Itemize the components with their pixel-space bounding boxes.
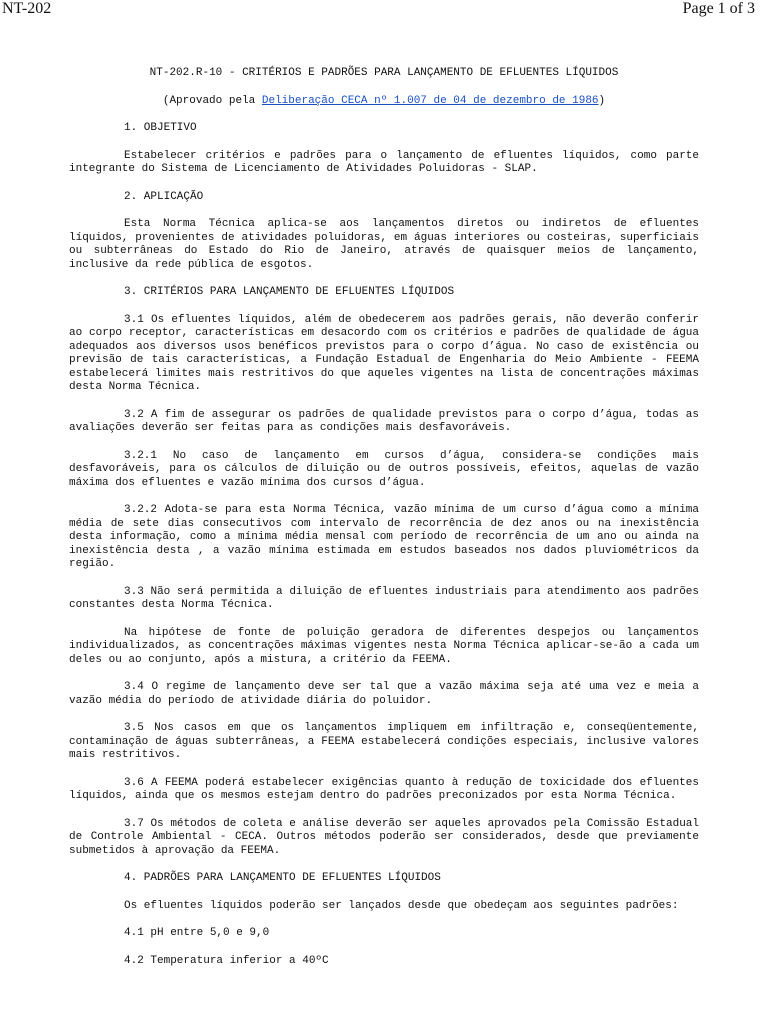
paragraph-3-4: 3.4 O regime de lançamento deve ser tal que a vazão máxima seja até uma vez e meia a vazão média do período de atividade diária do poluidor. <box>69 681 699 707</box>
paragraph-3-2-2: 3.2.2 Adota-se para esta Norma Técnica, vazão mínima de um curso d’água como a mínima média de sete dias consecutivos com intervalo de recorrência de dez anos ou na inexistência desta informação, como a mínima média mensal com período de recorrência de um ano ou ainda na inexistência desta , a vazão mínima estimada em estudos baseados nos dados pluviométricos da região. <box>69 504 699 570</box>
paragraph-3-2-1: 3.2.1 No caso de lançamento em cursos d’água, considera-se condições mais desfavoráveis, para os cálculos de diluição ou de outros possíveis, efeitos, aquelas de vazão máxima dos efluentes e vazão mínima dos cursos d’água. <box>69 449 699 489</box>
item-4-1: 4.1 pH entre 5,0 e 9,0 <box>124 927 270 939</box>
section-1-heading: 1. OBJETIVO <box>124 122 197 134</box>
paragraph-3-3: 3.3 Não será permitida a diluição de efluentes industriais para atendimento aos padrões constantes desta Norma Técnica. <box>69 585 699 611</box>
page-indicator: Page 1 of 3 <box>682 0 755 17</box>
paragraph-3-1: 3.1 Os efluentes líquidos, além de obedecerem aos padrões gerais, não deverão conferir ao corpo receptor, características em desacordo com os critérios e padrões de qualidade de água adequados aos diversos usos benéficos previstos para o corpo d’água. No caso de existência ou previsão de tais características, a Fundação Estadual de Engenharia do Meio Ambiente - FEEMA estabelecerá limites mais restritivos do que aqueles vigentes na lista de concentrações máximas desta Norma Técnica. <box>69 313 699 393</box>
section-2-heading: 2. APLICAÇÃO <box>124 190 204 203</box>
document-title: NT-202.R-10 - CRITÉRIOS E PADRÕES PARA LANÇAMENTO DE EFLUENTES LÍQUIDOS <box>149 67 619 79</box>
paragraph-3-3-b: Na hipótese de fonte de poluição geradora de diferentes despejos ou lançamentos individualizados, as concentrações máximas vigentes nesta Norma Técnica aplicar-se-ão a cada um deles ou ao conjunto, após a mistura, a critério da FEEMA. <box>69 626 699 666</box>
section-4-heading: 4. PADRÕES PARA LANÇAMENTO DE EFLUENTES LÍQUIDOS <box>124 872 441 884</box>
item-4-2: 4.2 Temperatura inferior a 40ºC <box>124 954 329 967</box>
document-id: NT-202 <box>2 0 52 17</box>
document-body <box>69 67 699 982</box>
approval-link[interactable]: Deliberação CECA nº 1.007 de 04 de dezembro de 1986 <box>261 94 599 107</box>
section-3-heading: 3. CRITÉRIOS PARA LANÇAMENTO DE EFLUENTES LÍQUIDOS <box>124 286 455 298</box>
section-2-text: Esta Norma Técnica aplica-se aos lançamentos diretos ou indiretos de efluentes líquidos, provenientes de atividades poluidoras, em águas interiores ou costeiras, superficiais ou subterrâneas do Estado do Rio de Janeiro, através de quaisquer meios de lançamento, inclusive da rede pública de esgotos. <box>69 218 699 271</box>
paragraph-3-2: 3.2 A fim de assegurar os padrões de qualidade previstos para o corpo d’água, todas as avaliações deverão ser feitas para as condições mais desfavoráveis. <box>69 408 699 434</box>
approval-suffix: ) <box>598 94 606 107</box>
paragraph-3-7: 3.7 Os métodos de coleta e análise deverão ser aqueles aprovados pela Comissão Estadual de Controle Ambiental - CECA. Outros métodos poderão ser considerados, desde que previamente submetidos à aprovação da FEEMA. <box>69 817 699 857</box>
paragraph-3-5: 3.5 Nos casos em que os lançamentos impliquem em infiltração e, conseqüentemente, contaminação de águas subterrâneas, a FEEMA estabelecerá condições especiais, inclusive valores mais restritivos. <box>69 722 699 761</box>
section-4-intro: Os efluentes líquidos poderão ser lançados desde que obedeçam aos seguintes padrões: <box>124 899 679 912</box>
approval-prefix: (Aprovado pela <box>162 94 262 107</box>
section-1-text: Estabelecer critérios e padrões para o lançamento de efluentes líquidos, como parte integrante do Sistema de Licenciamento de Atividades Poluidoras - SLAP. <box>69 149 699 175</box>
paragraph-3-6: 3.6 A FEEMA poderá estabelecer exigências quanto à redução de toxicidade dos efluentes líquidos, ainda que os mesmos estejam dentro do padrões preconizados por esta Norma Técnica. <box>69 776 699 802</box>
approval-line <box>69 95 699 109</box>
